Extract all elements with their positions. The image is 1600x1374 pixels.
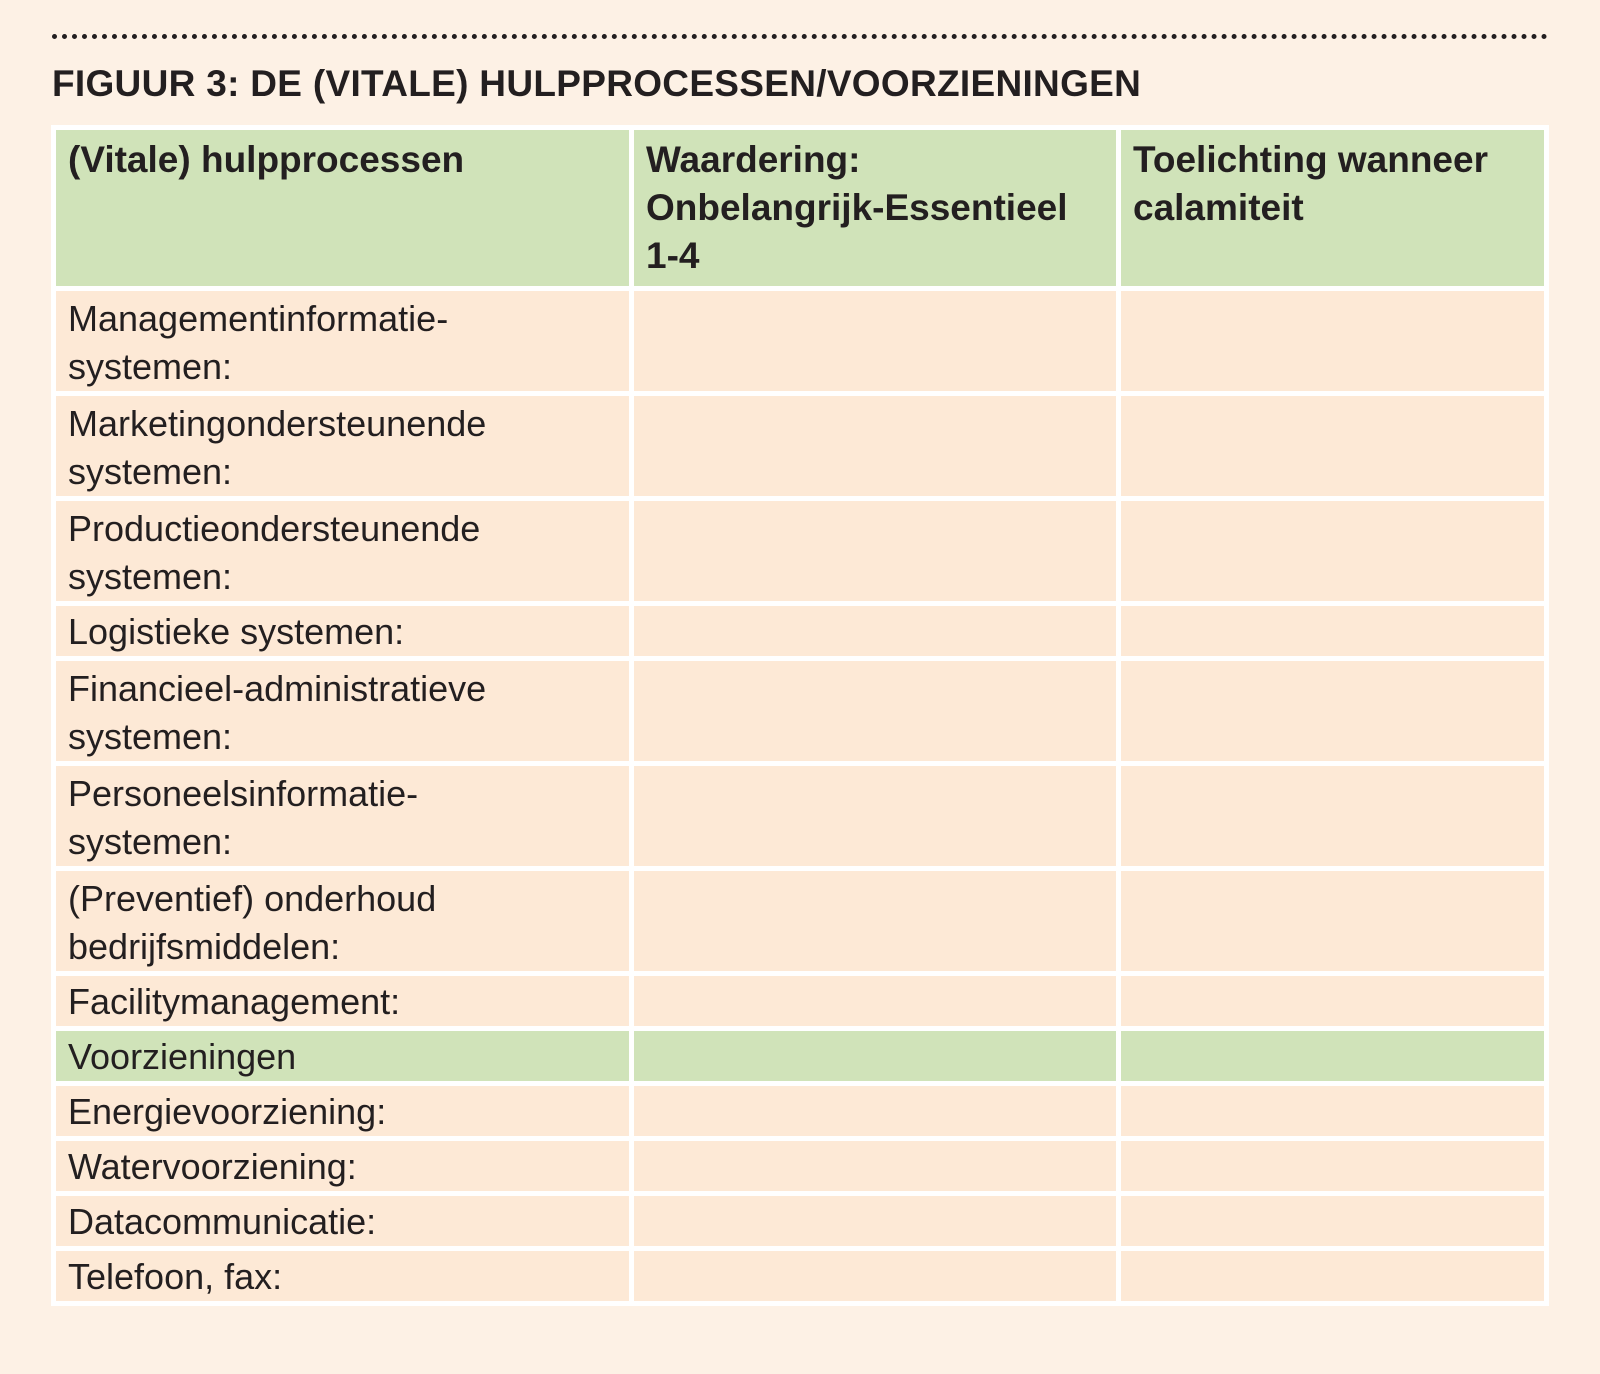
processes-table bbox=[51, 125, 1549, 1306]
table-row bbox=[54, 499, 1547, 604]
rating-cell[interactable] bbox=[632, 1139, 1119, 1194]
row-label-cell: Voorzieningen bbox=[54, 1029, 632, 1084]
header-rating: Waardering: Onbelangrijk-Essentieel 1-4 bbox=[632, 128, 1119, 289]
row-label-cell: Marketingondersteunende systemen: bbox=[54, 394, 632, 499]
explanation-cell[interactable] bbox=[1119, 974, 1547, 1029]
table-body bbox=[54, 289, 1547, 1304]
rating-cell[interactable] bbox=[632, 1249, 1119, 1304]
header-explanation: Toelichting wanneer calamiteit bbox=[1119, 128, 1547, 289]
explanation-cell[interactable] bbox=[1119, 1139, 1547, 1194]
rating-cell[interactable] bbox=[632, 974, 1119, 1029]
section-row bbox=[54, 1029, 1547, 1084]
explanation-cell[interactable] bbox=[1119, 869, 1547, 974]
row-label-cell: Logistieke systemen: bbox=[54, 604, 632, 659]
explanation-cell bbox=[1119, 1029, 1547, 1084]
rating-cell[interactable] bbox=[632, 289, 1119, 394]
row-label-cell: Watervoorziening: bbox=[54, 1139, 632, 1194]
processes-table-container bbox=[51, 125, 1544, 1306]
table-row bbox=[54, 604, 1547, 659]
explanation-cell[interactable] bbox=[1119, 604, 1547, 659]
table-row bbox=[54, 1139, 1547, 1194]
table-row bbox=[54, 289, 1547, 394]
explanation-cell[interactable] bbox=[1119, 289, 1547, 394]
table-row bbox=[54, 764, 1547, 869]
row-label-cell: Personeelsinformatie- systemen: bbox=[54, 764, 632, 869]
table-row bbox=[54, 869, 1547, 974]
table-row bbox=[54, 1249, 1547, 1304]
table-row bbox=[54, 394, 1547, 499]
row-label-cell: Financieel-administratieve systemen: bbox=[54, 659, 632, 764]
dotted-separator bbox=[52, 34, 1548, 39]
rating-cell[interactable] bbox=[632, 604, 1119, 659]
rating-cell[interactable] bbox=[632, 1084, 1119, 1139]
explanation-cell[interactable] bbox=[1119, 394, 1547, 499]
figure-title: FIGUUR 3: DE (VITALE) HULPPROCESSEN/VOORZIENINGEN bbox=[52, 63, 1142, 104]
table-row bbox=[54, 659, 1547, 764]
row-label-cell: Energievoorziening: bbox=[54, 1084, 632, 1139]
rating-cell[interactable] bbox=[632, 1194, 1119, 1249]
header-processes: (Vitale) hulpprocessen bbox=[54, 128, 632, 289]
rating-cell[interactable] bbox=[632, 394, 1119, 499]
row-label-cell: Telefoon, fax: bbox=[54, 1249, 632, 1304]
explanation-cell[interactable] bbox=[1119, 499, 1547, 604]
table-header-row bbox=[54, 128, 1547, 289]
rating-cell[interactable] bbox=[632, 659, 1119, 764]
table-row bbox=[54, 1194, 1547, 1249]
table-row bbox=[54, 1084, 1547, 1139]
explanation-cell[interactable] bbox=[1119, 659, 1547, 764]
row-label-cell: Datacommunicatie: bbox=[54, 1194, 632, 1249]
row-label-cell: Managementinformatie- systemen: bbox=[54, 289, 632, 394]
rating-cell[interactable] bbox=[632, 764, 1119, 869]
row-label-cell: Facilitymanagement: bbox=[54, 974, 632, 1029]
explanation-cell[interactable] bbox=[1119, 1084, 1547, 1139]
rating-cell[interactable] bbox=[632, 499, 1119, 604]
explanation-cell[interactable] bbox=[1119, 764, 1547, 869]
explanation-cell[interactable] bbox=[1119, 1249, 1547, 1304]
explanation-cell[interactable] bbox=[1119, 1194, 1547, 1249]
table-row bbox=[54, 974, 1547, 1029]
row-label-cell: (Preventief) onderhoud bedrijfsmiddelen: bbox=[54, 869, 632, 974]
row-label-cell: Productieondersteunende systemen: bbox=[54, 499, 632, 604]
rating-cell bbox=[632, 1029, 1119, 1084]
rating-cell[interactable] bbox=[632, 869, 1119, 974]
